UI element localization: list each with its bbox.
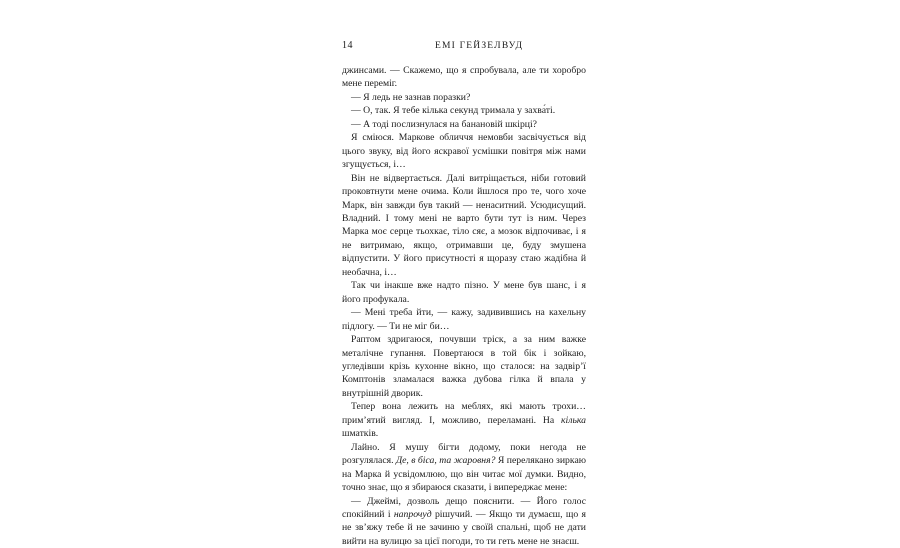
paragraph (342, 495, 586, 548)
text-run: Він не відвертається. Далі витріщається, ніби готовий проковтнути мене очима. Коли йшлося про те, чого хоче Марк, він завжди був такий — ненаситний. Усюдисущий. Владний. І тому мені не варто бути тут із ним. Через Марка моє серце тьохкає, тіло сяє, а мозок відпочиває, і я не витримаю, якщо, отримавши це, буду змушена відпустити. У його присутності я щоразу стаю жадібна й необачна, і… (342, 173, 586, 278)
text-run: — О, так. Я тебе кілька секунд тримала у захва́ті. (351, 105, 555, 116)
text-run: — Джеймі, дозволь дещо пояснити. — Його голос спокійний і (342, 496, 586, 520)
text-run: Я перелякано зиркаю на Марка й усвідомлюю, що він читає мої думки. Видно, точно знає, що я збираюся сказати, і випереджає мене: (342, 455, 586, 493)
paragraph (342, 64, 586, 91)
text-run: Так чи інакше вже надто пізно. У мене був шанс, і я його профукала. (342, 280, 586, 304)
italic-text: Де, в біса, та жаровня? (396, 455, 495, 466)
text-run: — Я ледь не зазнав поразки? (351, 92, 470, 103)
running-head: ЕМІ ГЕЙЗЕЛВУД (435, 39, 523, 53)
paragraph (342, 172, 586, 280)
text-run: — Мені треба йти, — кажу, задивившись на кахельну підлогу. — Ти не міг би… (342, 307, 586, 331)
italic-text: напрочуд (394, 509, 432, 520)
text-run: рішучий. — Якщо ти думаєш, що я не зв’яжу тебе й не зачиню у своїй спальні, щоб не дати вийти на вулицю за цієї погоди, то ти геть мене не знаєш. (342, 509, 586, 547)
text-run: Лайно. Я мушу бігти додому, поки негода не розгулялася. (342, 442, 586, 466)
page-number: 14 (342, 39, 353, 53)
page-header (342, 39, 586, 53)
text-run: шматків. (342, 428, 378, 439)
paragraph (342, 131, 586, 171)
body-text (342, 64, 586, 548)
paragraph (342, 306, 586, 333)
paragraph (342, 118, 586, 131)
paragraph (342, 104, 586, 117)
text-run: Тепер вона лежить на меблях, які мають трохи… прим’ятий вигляд. І, можливо, переламані. На (342, 401, 586, 425)
paragraph (342, 400, 586, 440)
italic-text: кілька (561, 415, 586, 426)
paragraph (342, 441, 586, 495)
paragraph (342, 279, 586, 306)
text-run: Я сміюся. Маркове обличчя немовби засвічується від цього звуку, від його яскравої усмішки повітря між нами згущується, і… (342, 132, 586, 170)
text-run: джинсами. — Скажемо, що я спробувала, але ти хоробро мене переміг. (342, 65, 586, 89)
paragraph (342, 91, 586, 104)
text-run: — А тоді послизнулася на банановій шкірці? (351, 119, 537, 130)
text-run: Раптом здригаюся, почувши тріск, а за ним важке металічне гупання. Повертаюся в той бік і зойкаю, угледівши крізь кухонне вікно, що сталося: на задвір’ї Комптонів зламалася важка дубова гілка й впала у внутрішній дворик. (342, 334, 586, 399)
paragraph (342, 333, 586, 400)
